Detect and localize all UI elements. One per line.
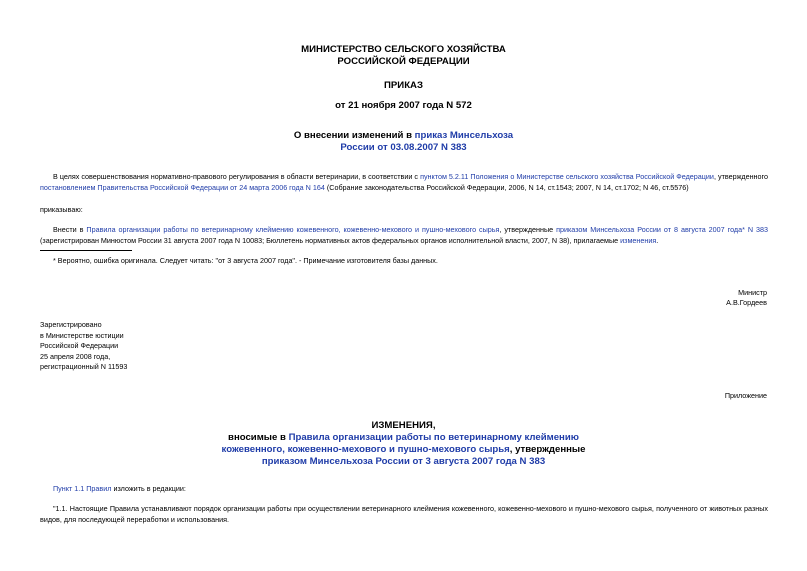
preamble-text-2: , утвержденного	[713, 172, 768, 181]
order-paragraph	[40, 225, 768, 246]
doc-date: от 21 ноября 2007 года N 572	[335, 100, 472, 111]
clause-text: изложить в редакции:	[111, 484, 186, 493]
clause-link-point[interactable]: Пункт 1.1	[53, 484, 85, 493]
order-text-3: (зарегистрирован Минюстом России 31 августа 2007 года N 10083; Бюллетень нормативных актов федеральных органов исполнительной власти, 2007, N 38), прилагаемые	[40, 235, 621, 245]
title-link-2[interactable]: России от 03.08.2007 N 383	[340, 142, 467, 153]
registration-line-1: Зарегистрировано	[40, 320, 102, 329]
changes-link-rules-2[interactable]: кожевенного, кожевенно-мехового и пушно-мехового сырья	[221, 444, 510, 455]
registration-block	[40, 320, 127, 373]
preamble-text-1: В целях совершенствования нормативно-правового регулирования в области ветеринарии, в соответствии с	[53, 172, 421, 181]
registration-line-2: в Министерстве юстиции	[40, 330, 124, 340]
preamble-text-3: (Собрание законодательства Российской Федерации, 2006, N 14, ст.1543; 2007, N 14, ст.1702; N 46, ст.5576)	[324, 182, 689, 192]
appendix-label: Приложение	[724, 391, 767, 400]
changes-heading	[0, 420, 807, 468]
order-text-2: , утвержденные	[499, 225, 557, 234]
doc-type: ПРИКАЗ	[384, 80, 423, 91]
signature-position: Министр	[738, 288, 767, 297]
registration-line-4: 25 апреля 2008 года,	[40, 351, 111, 361]
order-text-1: Внести в	[53, 225, 87, 234]
order-link-changes[interactable]: изменения	[620, 235, 657, 245]
preamble-paragraph	[40, 172, 768, 193]
clause-link-rules[interactable]: Правил	[86, 484, 112, 493]
title-link-1[interactable]: приказ Минсельхоза	[414, 130, 514, 141]
changes-line-3-suffix: , утвержденные	[509, 444, 586, 455]
clause-line	[53, 484, 186, 495]
order-text-4: .	[656, 235, 659, 245]
ministry-heading	[0, 44, 807, 68]
changes-title: ИЗМЕНЕНИЯ,	[371, 420, 436, 431]
clause-paragraph: "1.1. Настоящие Правила устанавливают порядок организации работы при осуществлении ветеринарного клеймения кожевенного, кожевенно-мехового и пушно-мехового сырья, полученного от животных разных видов, для последующей переработки и использования.	[40, 504, 768, 524]
footnote: * Вероятно, ошибка оригинала. Следует читать: "от 3 августа 2007 года". - Примечание изготовителя базы данных.	[53, 256, 438, 265]
preamble-link-2[interactable]: постановлением Правительства Российской Федерации от 24 марта 2006 года N 164	[40, 182, 325, 192]
order-link-rules[interactable]: Правила организации работы по ветеринарному клеймению кожевенного, кожевенно-мехового и пушно-мехового сырья	[86, 225, 500, 234]
footnote-separator	[40, 250, 132, 251]
ministry-line-2: РОССИЙСКОЙ ФЕДЕРАЦИИ	[337, 56, 470, 67]
changes-link-rules-1[interactable]: Правила организации работы по ветеринарному клеймению	[288, 432, 579, 443]
changes-link-order[interactable]: приказом Минсельхоза России от 3 августа 2007 года N 383	[261, 456, 546, 467]
registration-line-5: регистрационный N 11593	[40, 362, 128, 371]
order-link-order[interactable]: приказом Минсельхоза России от 8 августа 2007 года* N 383	[556, 225, 768, 234]
preamble-link-1[interactable]: пунктом 5.2.11 Положения о Министерстве сельского хозяйства Российской Федерации	[420, 172, 714, 181]
signature-name: А.В.Гордеев	[726, 298, 767, 307]
ministry-line-1: МИНИСТЕРСТВО СЕЛЬСКОГО ХОЗЯЙСТВА	[301, 44, 506, 55]
registration-line-3: Российской Федерации	[40, 341, 119, 350]
order-word: приказываю:	[40, 205, 83, 214]
title-prefix: О внесении изменений в	[293, 130, 415, 141]
doc-title	[0, 130, 807, 154]
changes-line-2-prefix: вносимые в	[228, 432, 289, 443]
